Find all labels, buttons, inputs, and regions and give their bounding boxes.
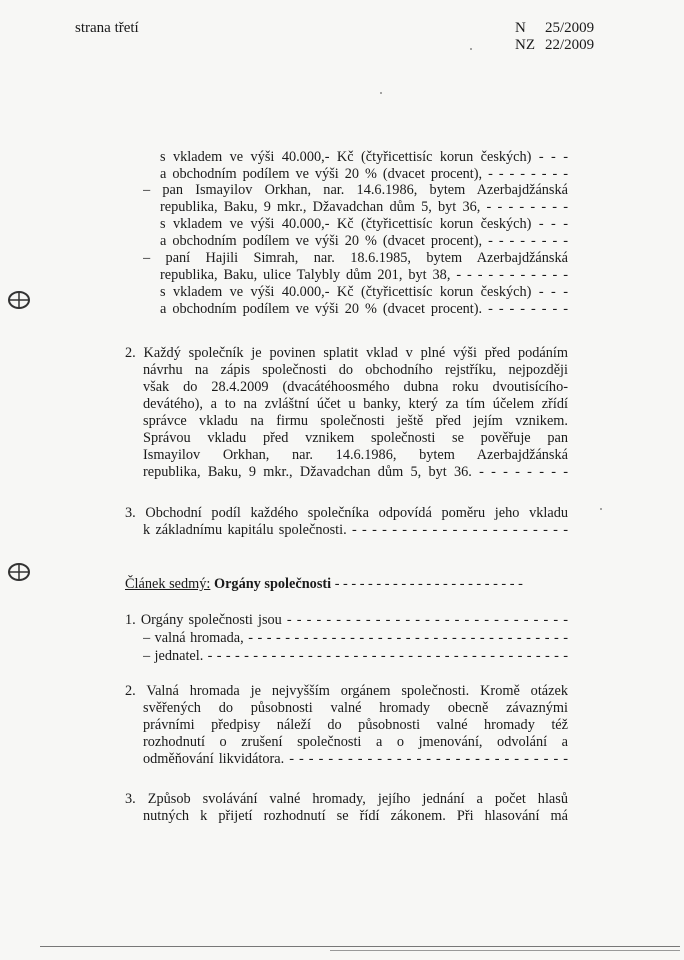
scan-speck <box>380 92 382 94</box>
member-line: a obchodním podílem ve výši 20 % (dvacet procent), - - - - - - - - <box>160 233 568 249</box>
paragraph-2-line: správce vkladu na firmu společnosti ještě před jejím vznikem. <box>143 413 568 429</box>
paragraph-3-line: k základnímu kapitálu společnosti. - - - - - - - - - - - - - - - - - - - - - - <box>143 522 568 538</box>
punch-hole-icon <box>6 561 32 583</box>
scan-edge-line <box>40 946 680 947</box>
general-meeting-line: 2. Valná hromada je nejvyšším orgánem společnosti. Kromě otázek <box>125 683 568 699</box>
article-dashes: - - - - - - - - - - - - - - - - - - - - - - - <box>334 576 523 592</box>
paragraph-2-line: 2. Každý společník je povinen splatit vklad v plné výši před podáním <box>125 345 568 361</box>
member-line: s vkladem ve výši 40.000,- Kč (čtyřicettisíc korun českých) - - - <box>160 149 568 165</box>
general-meeting-line: právními předpisy náleží do působnosti valné hromady též <box>143 717 568 733</box>
article-heading <box>125 576 523 593</box>
convening-line: 3. Způsob svolávání valné hromady, jejího jednání a počet hlasů <box>125 791 568 807</box>
member-line: – pan Ismayilov Orkhan, nar. 14.6.1986, bytem Azerbajdžánská <box>143 182 568 198</box>
organs-line: – valná hromada, - - - - - - - - - - - - - - - - - - - - - - - - - - - - - - - - - - - <box>143 630 568 646</box>
member-line: republika, Baku, ulice Talybly dům 201, byt 38, - - - - - - - - - - - <box>160 267 568 283</box>
member-line: – paní Hajili Simrah, nar. 18.6.1985, bytem Azerbajdžánská <box>143 250 568 266</box>
scan-edge-line <box>330 950 680 951</box>
member-line: a obchodním podílem ve výši 20 % (dvacet procent), - - - - - - - - <box>160 166 568 182</box>
paragraph-2-line: devátého), a to na zvláštní účet u banky, který za tím účelem zřídí <box>143 396 568 412</box>
file-number-label: N <box>515 20 526 36</box>
convening-line: nutných k přijetí rozhodnutí se řídí zákonem. Při hlasování má <box>143 808 568 824</box>
organs-line: – jednatel. - - - - - - - - - - - - - - - - - - - - - - - - - - - - - - - - - - - - - - - - <box>143 648 568 664</box>
general-meeting-line: odměňování likvidátora. - - - - - - - - - - - - - - - - - - - - - - - - - - - - - <box>143 751 568 767</box>
punch-hole-icon <box>6 289 32 311</box>
general-meeting-line: rozhodnutí o zrušení společnosti a o jmenování, odvolání a <box>143 734 568 750</box>
organs-line: 1. Orgány společnosti jsou - - - - - - - - - - - - - - - - - - - - - - - - - - - - - <box>125 612 568 628</box>
scan-speck <box>470 48 472 50</box>
article-title: Orgány společnosti <box>213 576 332 592</box>
general-meeting-line: svěřených do působnosti valné hromady obecně závaznými <box>143 700 568 716</box>
member-line: a obchodním podílem ve výši 20 % (dvacet procent). - - - - - - - - <box>160 301 568 317</box>
member-line: s vkladem ve výši 40.000,- Kč (čtyřicettisíc korun českých) - - - <box>160 216 568 232</box>
notary-record-value: 22/2009 <box>545 37 595 53</box>
paragraph-3-line: 3. Obchodní podíl každého společníka odpovídá poměru jeho vkladu <box>125 505 568 521</box>
notary-record-label: NZ <box>515 37 535 53</box>
paragraph-2-line: návrhu na zápis společnosti do obchodního rejstříku, nejpozději <box>143 362 568 378</box>
file-number-value: 25/2009 <box>545 20 595 36</box>
paragraph-2-line: republika, Baku, 9 mkr., Džavadchan dům 5, byt 36. - - - - - - - - <box>143 464 568 480</box>
paragraph-2-line: však do 28.4.2009 (dvacátéhoosmého dubna roku dvoutisícího- <box>143 379 568 395</box>
member-line: republika, Baku, 9 mkr., Džavadchan dům 5, byt 36, - - - - - - - - <box>160 199 568 215</box>
paragraph-2-line: Správou vkladu před vznikem společnosti se pověřuje pan <box>143 430 568 446</box>
page-number-label: strana třetí <box>75 20 139 36</box>
article-number: Článek sedmý: <box>125 576 211 592</box>
paragraph-2-line: Ismayilov Orkhan, nar. 14.6.1986, bytem Azerbajdžánská <box>143 447 568 463</box>
member-line: s vkladem ve výši 40.000,- Kč (čtyřicettisíc korun českých) - - - <box>160 284 568 300</box>
scan-speck <box>600 508 602 510</box>
